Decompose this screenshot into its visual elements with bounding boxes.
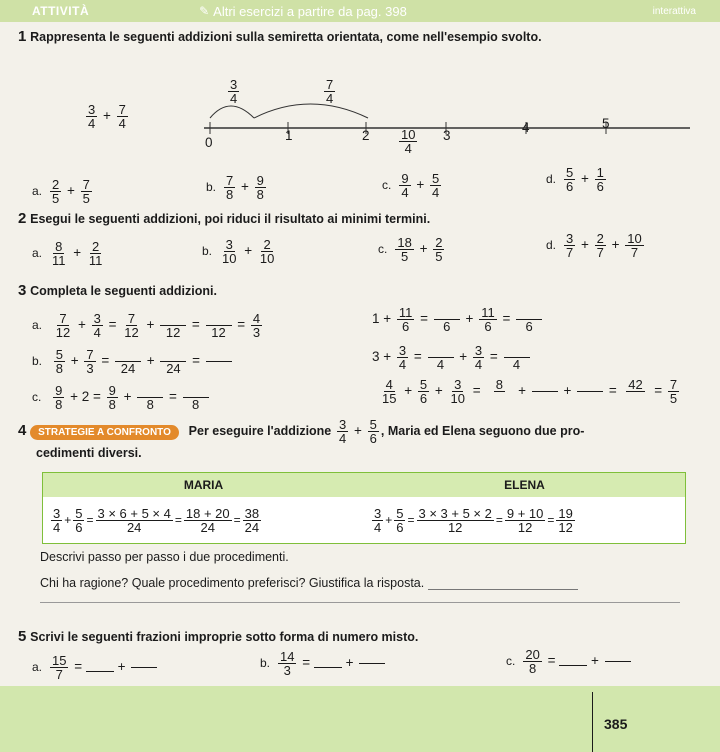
ex1-example: $\frac{3}{4}$ + $\frac{7}{4}$: [88, 102, 126, 131]
page-divider: [592, 692, 593, 752]
ex4-q2: Chi ha ragione? Quale procedimento preferisci? Giustifica la risposta.: [40, 576, 578, 590]
section-title: ATTIVITÀ: [32, 4, 90, 18]
ex4-heading: 4 STRATEGIE A CONFRONTO Per eseguire l'addizione $\frac{3}{4}$ + $\frac{5}{6}$ , Maria ed Elena seguono due pro-: [18, 417, 585, 446]
ex4-q1: Descrivi passo per passo i due procedimenti.: [40, 550, 289, 564]
ex2-heading: 2 Esegui le seguenti addizioni, poi riduci il risultato ai minimi termini.: [18, 210, 431, 227]
top-bar: [0, 0, 720, 22]
ex3-r1: 1 + $\frac{11}{6}$ = 6 + $\frac{11}{6}$ = 6: [372, 306, 544, 333]
maria-calc: $\frac{3}{4}$ + $\frac{5}{6}$ = $\frac{3 \times 6 + 5 \times 4}{24}$ = $\frac{18 + 20}{24}$ = $\frac{38}{24}$: [53, 505, 260, 535]
number-line: [190, 60, 710, 170]
arc2-label: $\frac{7}{4}$: [326, 77, 334, 106]
elena-header: ELENA: [504, 478, 545, 492]
ex4-heading-cont: cedimenti diversi.: [36, 446, 142, 460]
page-number: 385: [604, 716, 628, 732]
ex3-r3: $\frac{4}{15}$ + $\frac{5}{6}$ + $\frac{3}{10}$ = 8 + + = 42 = $\frac{7}{5}$: [382, 377, 678, 406]
result-fraction: $\frac{10}{4}$: [401, 127, 416, 156]
pencil-icon: ✎: [199, 4, 210, 18]
maria-header: MARIA: [183, 478, 224, 492]
ex3-a: a. $\frac{7}{12}$ + $\frac{3}{4}$ = $\frac{7}{12}$ + 12 = 12 = $\frac{4}{3}$: [32, 311, 261, 340]
interactive-tag[interactable]: interattiva: [652, 5, 696, 17]
ex3-b: b. $\frac{5}{8}$ + $\frac{7}{3}$ = 24 + 24 =: [32, 348, 234, 375]
elena-calc: $\frac{3}{4}$ + $\frac{5}{6}$ = $\frac{3 \times 3 + 5 \times 2}{12}$ = $\frac{9 + 10}{12}$ = $\frac{19}{12}$: [374, 505, 573, 535]
ex3-c: c. $\frac{9}{8}$ + 2 = $\frac{9}{8}$ + 8 = 8: [32, 384, 211, 411]
ex1-heading: 1 Rappresenta le seguenti addizioni sulla semiretta orientata, come nell'esempio svolto.: [18, 28, 542, 45]
ex3-heading: 3 Completa le seguenti addizioni.: [18, 282, 217, 299]
ex5-heading: 5 Scrivi le seguenti frazioni improprie sotto forma di numero misto.: [18, 628, 419, 645]
comparison-table: [42, 472, 686, 544]
ex3-r2: 3 + $\frac{3}{4}$ = 4 + $\frac{3}{4}$ = 4: [372, 344, 532, 371]
arc1-label: $\frac{3}{4}$: [230, 77, 238, 106]
answer-line[interactable]: [40, 598, 680, 603]
hint-text: Altri esercizi a partire da pag. 398: [213, 3, 407, 19]
